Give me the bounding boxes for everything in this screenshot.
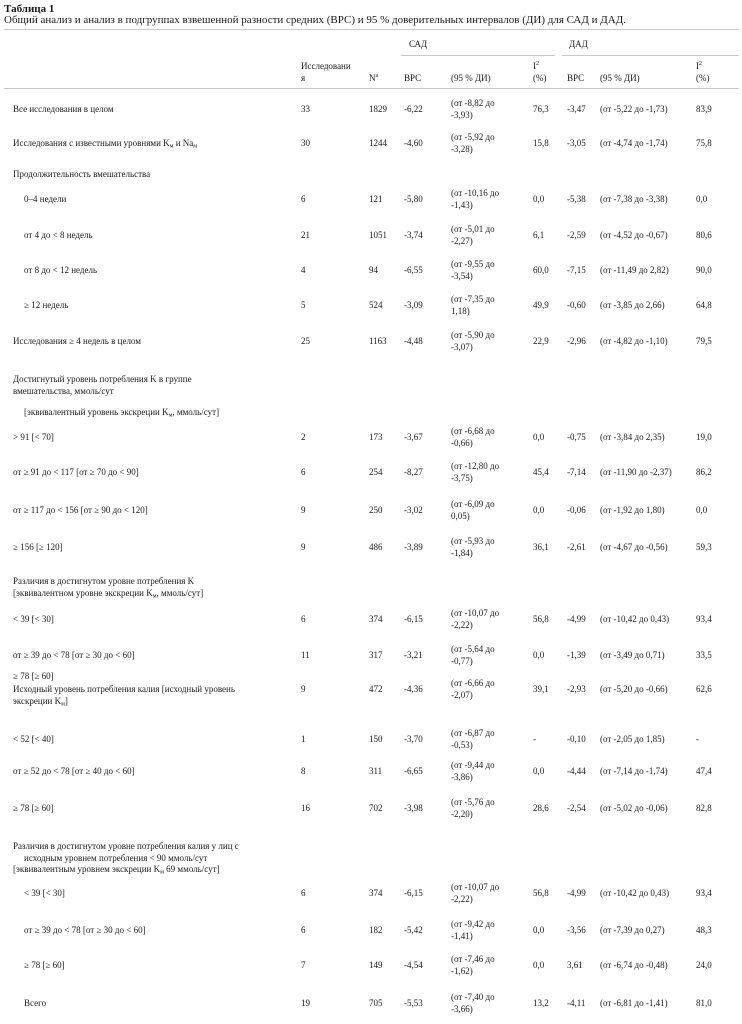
row-label xyxy=(13,138,197,150)
row-label-sub: м xyxy=(169,143,174,150)
cell-sad-ci-cont: -0,77) xyxy=(451,656,473,666)
cell-dad-vrs: -4,11 xyxy=(567,998,586,1008)
cell-sad-vrs: -3,89 xyxy=(404,542,423,552)
row-label-tail: 69 ммоль/сут] xyxy=(163,864,220,874)
row-label-text: от ≥ 39 до < 78 [от ≥ 30 до < 60] xyxy=(13,650,135,660)
cell-sad-vrs: -3,98 xyxy=(404,803,423,813)
cell-sad-vrs: -3,70 xyxy=(404,734,423,744)
row-label-text: от 4 до < 8 недель xyxy=(24,230,93,240)
cell-studies: 6 xyxy=(301,925,306,935)
row-label xyxy=(24,230,93,242)
header-sad-i2-text: I xyxy=(533,61,536,71)
cell-n: 1051 xyxy=(369,230,387,240)
row-label xyxy=(13,505,148,517)
cell-dad-i2: 90,0 xyxy=(696,265,712,275)
cell-sad-i2: 28,6 xyxy=(533,803,549,813)
cell-sad-ci: (от -5,92 до xyxy=(451,132,495,142)
row-label xyxy=(24,998,46,1010)
cell-dad-i2: 0,0 xyxy=(696,194,708,204)
header-studies-cont: я xyxy=(301,73,306,83)
cell-studies: 30 xyxy=(301,138,310,148)
row-label xyxy=(24,300,68,312)
cell-studies: 2 xyxy=(301,432,306,442)
cell-sad-ci-cont: 1,18) xyxy=(451,306,470,316)
cell-sad-i2: 13,2 xyxy=(533,998,549,1008)
cell-studies: 6 xyxy=(301,888,306,898)
row-label-text: экскреции K xyxy=(13,695,62,706)
cell-n: 250 xyxy=(369,505,383,515)
cell-sad-i2: 0,0 xyxy=(533,505,545,515)
cell-sad-ci: (от -7,35 до xyxy=(451,294,495,304)
cell-n: 311 xyxy=(369,766,383,776)
row-label-text: Все исследования в целом xyxy=(13,104,114,114)
cell-studies: 9 xyxy=(301,684,306,694)
cell-sad-ci-cont: -3,86) xyxy=(451,772,473,782)
cell-sad-ci: (от -9,44 до xyxy=(451,760,495,770)
cell-dad-i2: 82,8 xyxy=(696,803,712,813)
cell-sad-ci: (от -7,46 до xyxy=(451,954,495,964)
row-label xyxy=(24,960,65,972)
row-label-text: вмешательства, ммоль/сут xyxy=(13,385,114,396)
group-sad-rule xyxy=(401,55,555,56)
row-label-line xyxy=(13,386,114,398)
row-label xyxy=(13,104,114,116)
row-label xyxy=(13,432,54,444)
cell-sad-ci: (от -8,82 до xyxy=(451,98,495,108)
cell-dad-ci: (от -4,52 до -0,67) xyxy=(600,230,668,240)
cell-dad-i2: 0,0 xyxy=(696,505,708,515)
row-label-text: Исследования с известными уровнями K xyxy=(13,138,170,148)
cell-sad-vrs: -5,80 xyxy=(404,194,423,204)
row-label-line: Исходный уровень потребления калия [исходный уровень xyxy=(13,684,235,694)
cell-sad-ci-cont: -3,75) xyxy=(451,473,473,483)
header-sad-i2-sup: 2 xyxy=(536,61,539,67)
cell-n: 1829 xyxy=(369,104,387,114)
cell-dad-i2: 93,4 xyxy=(696,888,712,898)
header-dad-i2-sup: 2 xyxy=(699,61,702,67)
cell-sad-vrs: -4,60 xyxy=(404,138,423,148)
cell-dad-ci: (от -3,84 до 2,35) xyxy=(600,432,665,442)
group-sad-label: САД xyxy=(409,39,428,49)
cell-dad-vrs: -3,47 xyxy=(567,104,586,114)
cell-dad-ci: (от -5,22 до -1,73) xyxy=(600,104,668,114)
cell-dad-i2: 81,0 xyxy=(696,998,712,1008)
cell-studies: 21 xyxy=(301,230,310,240)
row-label xyxy=(24,407,219,419)
cell-sad-ci: (от -12,80 до xyxy=(451,461,500,471)
cell-dad-ci: (от -10,42 до 0,43) xyxy=(600,614,670,624)
row-label-text: ≥ 78 [≥ 60] xyxy=(24,960,65,970)
cell-dad-vrs: -0,10 xyxy=(567,734,586,744)
cell-dad-i2: - xyxy=(696,734,699,744)
cell-dad-i2: 62,6 xyxy=(696,684,712,694)
cell-sad-ci-cont: -1,84) xyxy=(451,548,473,558)
row-label-text: < 39 [< 30] xyxy=(24,888,65,898)
cell-sad-vrs: -4,54 xyxy=(404,960,423,970)
cell-sad-i2: 0,0 xyxy=(533,194,545,204)
cell-studies: 6 xyxy=(301,467,306,477)
cell-dad-ci: (от -6,74 до -0,48) xyxy=(600,960,668,970)
cell-dad-vrs: -4,99 xyxy=(567,614,586,624)
cell-sad-ci: (от -10,07 до xyxy=(451,882,500,892)
row-label-text: [эквивалентном уровне экскреции K xyxy=(13,587,153,598)
cell-studies: 4 xyxy=(301,265,306,275)
cell-dad-i2: 59,3 xyxy=(696,542,712,552)
cell-sad-i2: 49,9 xyxy=(533,300,549,310)
row-label-line xyxy=(13,588,203,600)
cell-n: 486 xyxy=(369,542,383,552)
cell-sad-i2: 60,0 xyxy=(533,265,549,275)
top-rule xyxy=(4,29,739,30)
cell-dad-ci: (от -6,81 до -1,41) xyxy=(600,998,668,1008)
cell-sad-vrs: -5,53 xyxy=(404,998,423,1008)
row-label xyxy=(13,467,139,479)
cell-sad-ci-cont: -2,22) xyxy=(451,894,473,904)
cell-dad-vrs: -0,75 xyxy=(567,432,586,442)
cell-dad-ci: (от -2,05 до 1,85) xyxy=(600,734,665,744)
cell-dad-i2: 83,9 xyxy=(696,104,712,114)
cell-n: 705 xyxy=(369,998,383,1008)
cell-sad-ci-cont: 0,05) xyxy=(451,511,470,521)
cell-dad-ci: (от -4,67 до -0,56) xyxy=(600,542,668,552)
cell-sad-vrs: -8,27 xyxy=(404,467,423,477)
cell-dad-i2: 47,4 xyxy=(696,766,712,776)
cell-sad-i2: 0,0 xyxy=(533,960,545,970)
cell-sad-ci: (от -5,64 до xyxy=(451,644,495,654)
cell-studies: 9 xyxy=(301,505,306,515)
cell-sad-vrs: -3,67 xyxy=(404,432,423,442)
cell-n: 1163 xyxy=(369,336,387,346)
cell-sad-i2: 36,1 xyxy=(533,542,549,552)
row-label-text: 0–4 недели xyxy=(24,194,67,204)
cell-sad-vrs: -4,48 xyxy=(404,336,423,346)
cell-dad-vrs: -2,61 xyxy=(567,542,586,552)
cell-studies: 6 xyxy=(301,194,306,204)
cell-sad-ci: (от -9,42 до xyxy=(451,919,495,929)
row-label xyxy=(24,194,66,206)
header-dad-i2-unit: (%) xyxy=(696,73,710,83)
row-label-text: от ≥ 39 до < 78 [от ≥ 30 до < 60] xyxy=(24,925,146,935)
cell-dad-vrs: -0,60 xyxy=(567,300,586,310)
header-sad-ci: (95 % ДИ) xyxy=(451,73,491,83)
row-label xyxy=(24,925,146,937)
cell-dad-ci: (от -5,20 до -0,66) xyxy=(600,684,668,694)
cell-n: 149 xyxy=(369,960,383,970)
cell-dad-i2: 24,0 xyxy=(696,960,712,970)
row-label-line: Различия в достигнутом уровне потребления K xyxy=(13,576,195,586)
cell-dad-ci: (от -4,74 до -1,74) xyxy=(600,138,668,148)
cell-dad-vrs: -4,99 xyxy=(567,888,586,898)
cell-sad-vrs: -6,65 xyxy=(404,766,423,776)
cell-sad-vrs: -6,15 xyxy=(404,888,423,898)
group-dad-rule xyxy=(562,55,739,56)
cell-sad-vrs: -6,22 xyxy=(404,104,423,114)
cell-studies: 6 xyxy=(301,614,306,624)
cell-studies: 5 xyxy=(301,300,306,310)
cell-dad-ci: (от -7,38 до -3,38) xyxy=(600,194,668,204)
cell-dad-ci: (от -10,42 до 0,43) xyxy=(600,888,670,898)
row-label-line xyxy=(13,696,68,708)
row-label-sub: м xyxy=(168,412,173,419)
cell-sad-i2: 15,8 xyxy=(533,138,549,148)
cell-sad-ci: (от -6,66 до xyxy=(451,678,495,688)
row-label-line: Достигнутый уровень потребления K в группе xyxy=(13,374,192,384)
cell-sad-ci-cont: -2,20) xyxy=(451,809,473,819)
cell-dad-ci: (от -11,90 до -2,37) xyxy=(600,467,672,477)
row-label-text: от ≥ 52 до < 78 [от ≥ 40 до < 60] xyxy=(13,766,135,776)
cell-n: 1244 xyxy=(369,138,387,148)
cell-sad-vrs: -4,36 xyxy=(404,684,423,694)
cell-studies: 9 xyxy=(301,542,306,552)
cell-sad-i2: 0,0 xyxy=(533,925,545,935)
cell-sad-ci-cont: -3,93) xyxy=(451,110,473,120)
cell-dad-i2: 64,8 xyxy=(696,300,712,310)
cell-dad-vrs: -2,54 xyxy=(567,803,586,813)
cell-sad-vrs: -3,02 xyxy=(404,505,423,515)
cell-sad-i2: - xyxy=(533,734,536,744)
cell-sad-ci-cont: -1,41) xyxy=(451,931,473,941)
row-label-text: ≥ 12 недель xyxy=(24,300,69,310)
cell-sad-ci: (от -9,55 до xyxy=(451,259,495,269)
cell-sad-ci: (от -10,07 до xyxy=(451,608,500,618)
cell-dad-i2: 33,5 xyxy=(696,650,712,660)
header-sad-vrs: ВРС xyxy=(404,73,422,83)
cell-sad-ci-cont: -2,07) xyxy=(451,690,473,700)
cell-sad-ci-cont: -1,43) xyxy=(451,200,473,210)
cell-sad-ci-cont: -1,62) xyxy=(451,966,473,976)
cell-sad-i2: 0,0 xyxy=(533,650,545,660)
row-label xyxy=(13,803,54,815)
cell-sad-ci-cont: -2,22) xyxy=(451,620,473,630)
row-label-text: ≥ 78 [≥ 60] xyxy=(13,803,54,813)
cell-sad-i2: 56,8 xyxy=(533,888,549,898)
cell-dad-ci: (от -1,92 до 1,80) xyxy=(600,505,665,515)
cell-n: 524 xyxy=(369,300,383,310)
row-label xyxy=(13,650,135,662)
cell-dad-ci: (от -4,82 до -1,10) xyxy=(600,336,668,346)
cell-n: 472 xyxy=(369,684,383,694)
group-dad-label: ДАД xyxy=(569,39,588,49)
cell-sad-i2: 6,1 xyxy=(533,230,545,240)
header-dad-i2-text: I xyxy=(696,61,699,71)
row-label xyxy=(13,542,63,554)
cell-dad-i2: 79,5 xyxy=(696,336,712,346)
cell-sad-vrs: -3,21 xyxy=(404,650,423,660)
row-label-text: ≥ 156 [≥ 120] xyxy=(13,542,63,552)
header-sad-i2 xyxy=(533,61,539,73)
cell-sad-ci-cont: -2,27) xyxy=(451,236,473,246)
cell-dad-vrs: -7,15 xyxy=(567,265,586,275)
cell-sad-i2: 45,4 xyxy=(533,467,549,477)
cell-studies: 25 xyxy=(301,336,310,346)
row-label-text: [эквивалентным уровнем экскреции K xyxy=(13,864,161,874)
row-label-sub: м xyxy=(61,701,65,707)
cell-sad-vrs: -3,74 xyxy=(404,230,423,240)
row-label-text: < 52 [< 40] xyxy=(13,734,54,744)
cell-sad-ci-cont: -3,07) xyxy=(451,342,473,352)
cell-dad-vrs: -4,44 xyxy=(567,766,586,776)
cell-dad-i2: 86,2 xyxy=(696,467,712,477)
header-sad-i2-unit: (%) xyxy=(533,73,547,83)
cell-n: 94 xyxy=(369,265,378,275)
cell-dad-vrs: -2,96 xyxy=(567,336,586,346)
row-label-text: [эквивалентный уровень экскреции K xyxy=(24,407,169,417)
cell-dad-ci: (от -5,02 до -0,06) xyxy=(600,803,668,813)
row-label-text: Всего xyxy=(24,998,47,1008)
cell-dad-ci: (от -7,14 до -1,74) xyxy=(600,766,668,776)
cell-studies: 16 xyxy=(301,803,310,813)
row-label xyxy=(13,336,141,348)
cell-dad-vrs: -3,05 xyxy=(567,138,586,148)
row-label-tail: , ммоль/сут] xyxy=(172,407,220,417)
row-label-text: от ≥ 117 до < 156 [от ≥ 90 до < 120] xyxy=(13,505,148,515)
row-label-line xyxy=(24,853,207,865)
cell-sad-vrs: -5,42 xyxy=(404,925,423,935)
row-label-mid: и Na xyxy=(173,138,194,148)
cell-dad-vrs: -2,93 xyxy=(567,684,586,694)
row-label-text: исходным уровнем потребления < 90 ммоль/сут xyxy=(24,852,208,863)
cell-dad-vrs: -3,56 xyxy=(567,925,586,935)
row-label-text: > 91 [< 70] xyxy=(13,432,54,442)
row-label-line: Различия в достигнутом уровне потребления калия у лиц с xyxy=(13,841,239,851)
cell-studies: 33 xyxy=(301,104,310,114)
cell-n: 374 xyxy=(369,614,383,624)
cell-sad-vrs: -6,55 xyxy=(404,265,423,275)
cell-n: 121 xyxy=(369,194,383,204)
cell-studies: 1 xyxy=(301,734,306,744)
cell-sad-i2: 39,1 xyxy=(533,684,549,694)
row-label-text: < 39 [< 30] xyxy=(13,614,54,624)
cell-sad-ci: (от -6,87 до xyxy=(451,728,495,738)
cell-n: 702 xyxy=(369,803,383,813)
row-label-tail: ] xyxy=(64,695,68,706)
cell-n: 374 xyxy=(369,888,383,898)
cell-sad-ci: (от -7,40 до xyxy=(451,992,495,1002)
row-label xyxy=(24,265,97,277)
cell-dad-vrs: -2,59 xyxy=(567,230,586,240)
cell-n: 182 xyxy=(369,925,383,935)
row-label xyxy=(13,734,54,746)
cell-sad-ci: (от -5,01 до xyxy=(451,224,495,234)
cell-sad-vrs: -6,15 xyxy=(404,614,423,624)
cell-dad-vrs: -1,39 xyxy=(567,650,586,660)
header-n xyxy=(369,73,378,85)
cell-dad-ci: (от -11,49 до 2,82) xyxy=(600,265,669,275)
cell-dad-i2: 93,4 xyxy=(696,614,712,624)
cell-sad-ci-cont: -3,66) xyxy=(451,1004,473,1014)
cell-dad-vrs: 3,61 xyxy=(567,960,583,970)
cell-dad-i2: 19,0 xyxy=(696,432,712,442)
row-label xyxy=(13,614,54,626)
cell-studies: 7 xyxy=(301,960,306,970)
row-label xyxy=(24,888,65,900)
cell-sad-ci: (от -6,09 до xyxy=(451,499,495,509)
cell-sad-ci-cont: -3,54) xyxy=(451,271,473,281)
cell-dad-ci: (от -3,49 до 0,71) xyxy=(600,650,665,660)
row-label xyxy=(13,169,150,181)
cell-n: 150 xyxy=(369,734,383,744)
row-label: ≥ 78 [≥ 60] xyxy=(13,671,54,681)
cell-dad-ci: (от -3,85 до 2,66) xyxy=(600,300,665,310)
table-caption: Общий анализ и анализ в подгруппах взвешенной разности средних (ВРС) и 95 % доверительных интервалов (ДИ) для САД и ДАД. xyxy=(4,14,626,26)
cell-sad-i2: 76,3 xyxy=(533,104,549,114)
cell-n: 173 xyxy=(369,432,383,442)
row-label-text: от 8 до < 12 недель xyxy=(24,265,98,275)
cell-dad-i2: 75,8 xyxy=(696,138,712,148)
row-label-tail: , ммоль/сут] xyxy=(156,587,204,598)
row-label-text: от ≥ 91 до < 117 [от ≥ 70 до < 90] xyxy=(13,467,139,477)
header-studies: Исследовани xyxy=(301,61,351,71)
cell-sad-ci-cont: -0,53) xyxy=(451,740,473,750)
cell-dad-i2: 48,3 xyxy=(696,925,712,935)
row-label-sub: м xyxy=(152,593,157,599)
cell-dad-vrs: -7,14 xyxy=(567,467,586,477)
cell-sad-i2: 0,0 xyxy=(533,432,545,442)
cell-sad-ci: (от -5,93 до xyxy=(451,536,495,546)
cell-sad-ci-cont: -3,28) xyxy=(451,144,473,154)
cell-sad-i2: 0,0 xyxy=(533,766,545,776)
header-dad-vrs: ВРС xyxy=(567,73,585,83)
cell-studies: 11 xyxy=(301,650,310,660)
cell-dad-vrs: -0,06 xyxy=(567,505,586,515)
cell-sad-ci: (от -5,90 до xyxy=(451,330,495,340)
cell-dad-ci: (от -7,39 до 0,27) xyxy=(600,925,665,935)
row-label-text: Продолжительность вмешательства xyxy=(13,169,151,179)
cell-n: 317 xyxy=(369,650,383,660)
cell-sad-vrs: -3,09 xyxy=(404,300,423,310)
table-title: Таблица 1 xyxy=(4,3,55,15)
header-dad-i2 xyxy=(696,61,702,73)
cell-studies: 19 xyxy=(301,998,310,1008)
header-rule xyxy=(4,88,739,89)
cell-studies: 8 xyxy=(301,766,306,776)
cell-sad-ci: (от -5,76 до xyxy=(451,797,495,807)
cell-sad-ci: (от -6,68 до xyxy=(451,426,495,436)
row-label-sub: м xyxy=(193,143,198,150)
header-dad-ci: (95 % ДИ) xyxy=(600,73,640,83)
row-label-sub: м xyxy=(160,869,164,876)
header-n-sup: a xyxy=(375,73,379,79)
cell-sad-ci: (от -10,16 до xyxy=(451,188,500,198)
cell-dad-i2: 80,6 xyxy=(696,230,712,240)
cell-sad-i2: 22,9 xyxy=(533,336,549,346)
row-label xyxy=(13,766,135,778)
row-label-line xyxy=(13,864,220,876)
row-label-text: Исследования ≥ 4 недель в целом xyxy=(13,336,141,346)
cell-n: 254 xyxy=(369,467,383,477)
cell-sad-i2: 56,8 xyxy=(533,614,549,624)
header-n-text: N xyxy=(369,73,376,83)
cell-sad-ci-cont: -0,66) xyxy=(451,438,473,448)
cell-dad-vrs: -5,38 xyxy=(567,194,586,204)
